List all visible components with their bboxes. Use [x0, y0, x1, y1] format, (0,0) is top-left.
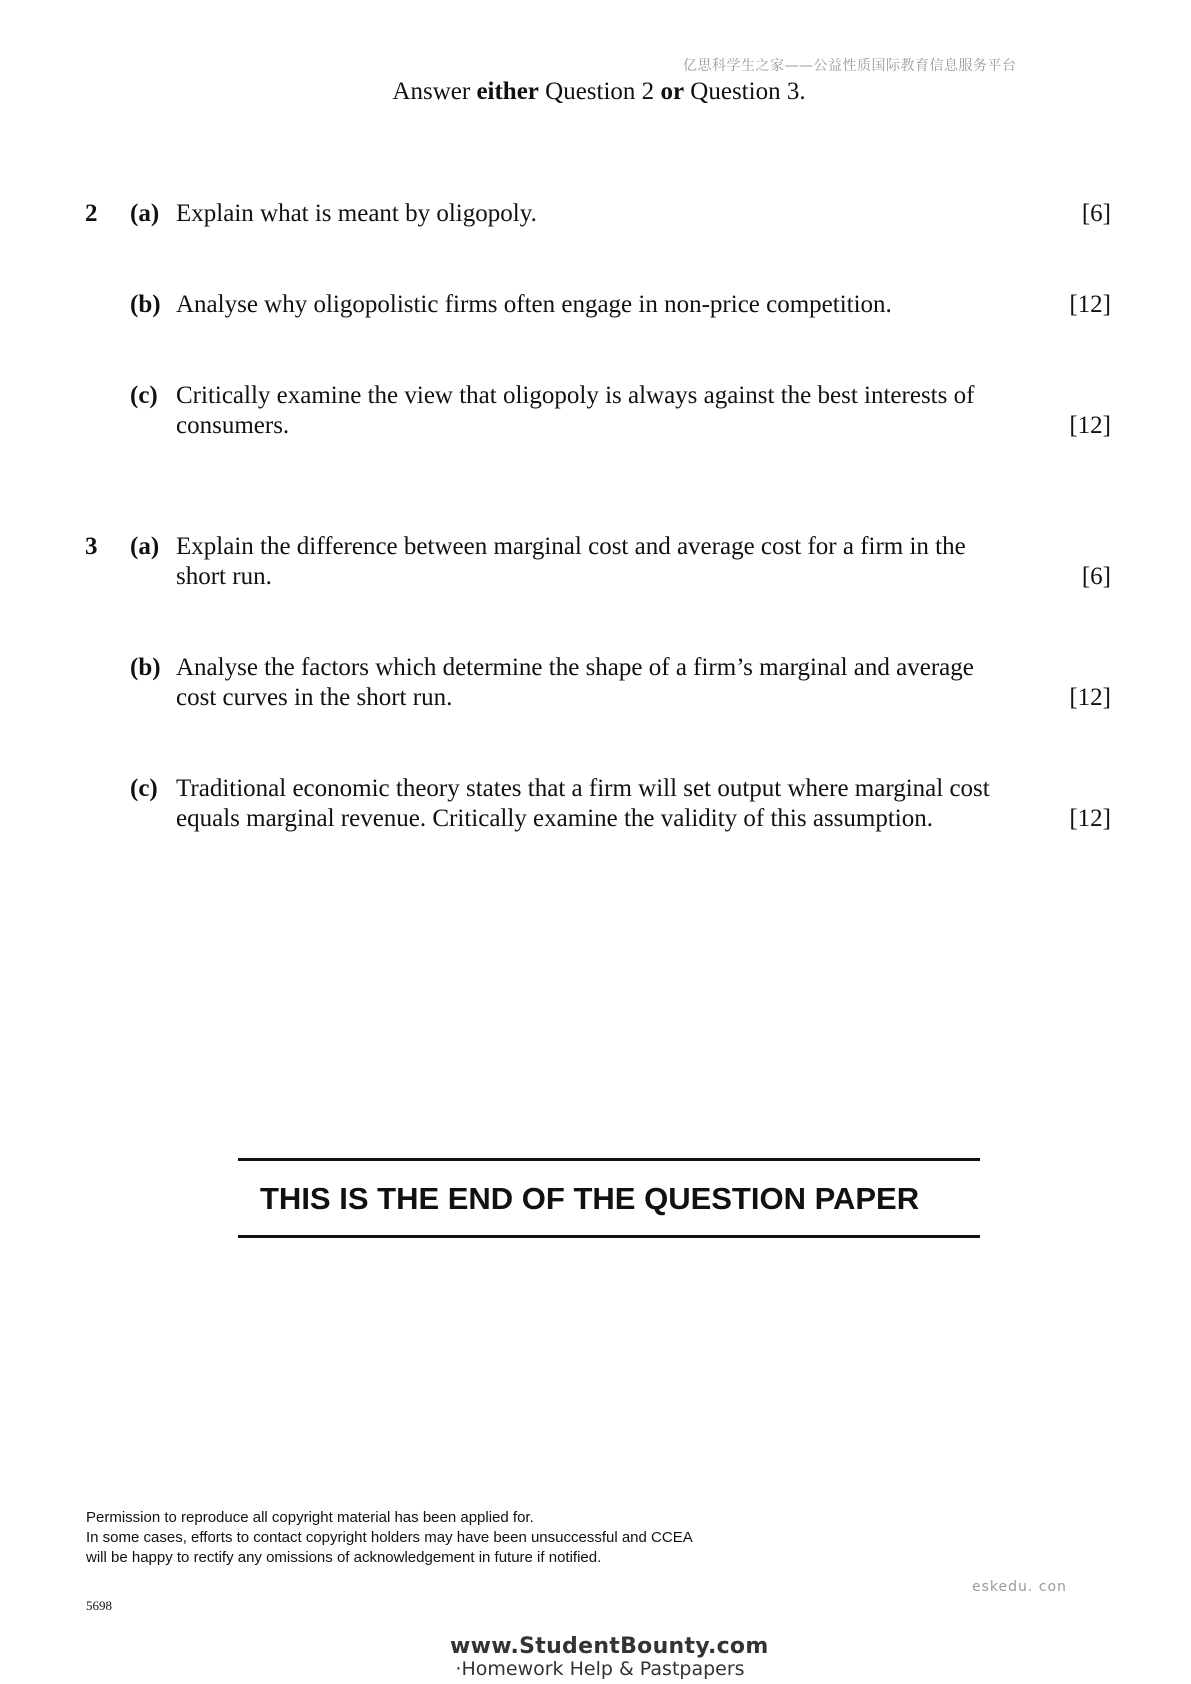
- part-text-line: Explain the difference between marginal cost and average cost for a firm in the: [176, 533, 966, 560]
- instruction-pre: Answer: [392, 78, 477, 105]
- watermark-bottom: eskedu. con: [972, 1579, 1067, 1595]
- question-number: 2: [85, 200, 98, 227]
- marks: [12]: [1069, 805, 1111, 832]
- part-label: (b): [130, 291, 161, 318]
- part-text: [176, 532, 1046, 592]
- permission-line: will be happy to rectify any omissions of acknowledgement in future if notified.: [86, 1549, 602, 1566]
- studentbounty-tagline: ·Homework Help & Pastpapers: [455, 1658, 745, 1680]
- permission-line: Permission to reproduce all copyright material has been applied for.: [86, 1509, 534, 1526]
- part-text: [176, 774, 1046, 834]
- part-text: [176, 199, 1046, 229]
- part-label: (a): [130, 200, 160, 227]
- part-text-line: short run.: [176, 563, 272, 590]
- marks: [12]: [1069, 291, 1111, 318]
- question-number: 3: [85, 533, 98, 560]
- part-text-line: Analyse why oligopolistic firms often engage in non-price competition.: [176, 291, 892, 318]
- marks: [12]: [1069, 684, 1111, 711]
- instruction-post: Question 3.: [684, 78, 806, 105]
- instruction-mid: Question 2: [538, 78, 661, 105]
- part-text: [176, 381, 1046, 441]
- marks: [6]: [1081, 563, 1111, 590]
- studentbounty-url: www.StudentBounty.com: [450, 1634, 769, 1659]
- instruction: [0, 78, 1191, 106]
- part-label: (a): [130, 533, 160, 560]
- part-text-line: Traditional economic theory states that a firm will set output where marginal cost: [176, 775, 990, 802]
- part-label: (b): [130, 654, 161, 681]
- marks: [12]: [1069, 412, 1111, 439]
- marks: [6]: [1081, 200, 1111, 227]
- watermark-top: 亿思科学生之家——公益性质国际教育信息服务平台: [683, 58, 1017, 74]
- end-of-paper-banner: [238, 1158, 980, 1238]
- permission-line: In some cases, efforts to contact copyright holders may have been unsuccessful and CCEA: [86, 1529, 693, 1546]
- part-text-line: cost curves in the short run.: [176, 684, 453, 711]
- part-text-line: Explain what is meant by oligopoly.: [176, 200, 537, 227]
- part-text-line: equals marginal revenue. Critically examine the validity of this assumption.: [176, 805, 933, 832]
- part-label: (c): [130, 775, 158, 802]
- studentbounty-logo: [450, 1634, 769, 1680]
- part-text-line: Critically examine the view that oligopoly is always against the best interests of: [176, 382, 975, 409]
- instruction-either: either: [476, 78, 539, 105]
- part-label: (c): [130, 382, 158, 409]
- instruction-or: or: [660, 78, 685, 105]
- part-text-line: consumers.: [176, 412, 290, 439]
- paper-code: 5698: [86, 1598, 112, 1613]
- end-of-paper-text: THIS IS THE END OF THE QUESTION PAPER: [260, 1181, 920, 1216]
- part-text: [176, 290, 1046, 320]
- permission-notice: [86, 1508, 693, 1568]
- part-text: [176, 653, 1046, 713]
- part-text-line: Analyse the factors which determine the shape of a firm’s marginal and average: [176, 654, 974, 681]
